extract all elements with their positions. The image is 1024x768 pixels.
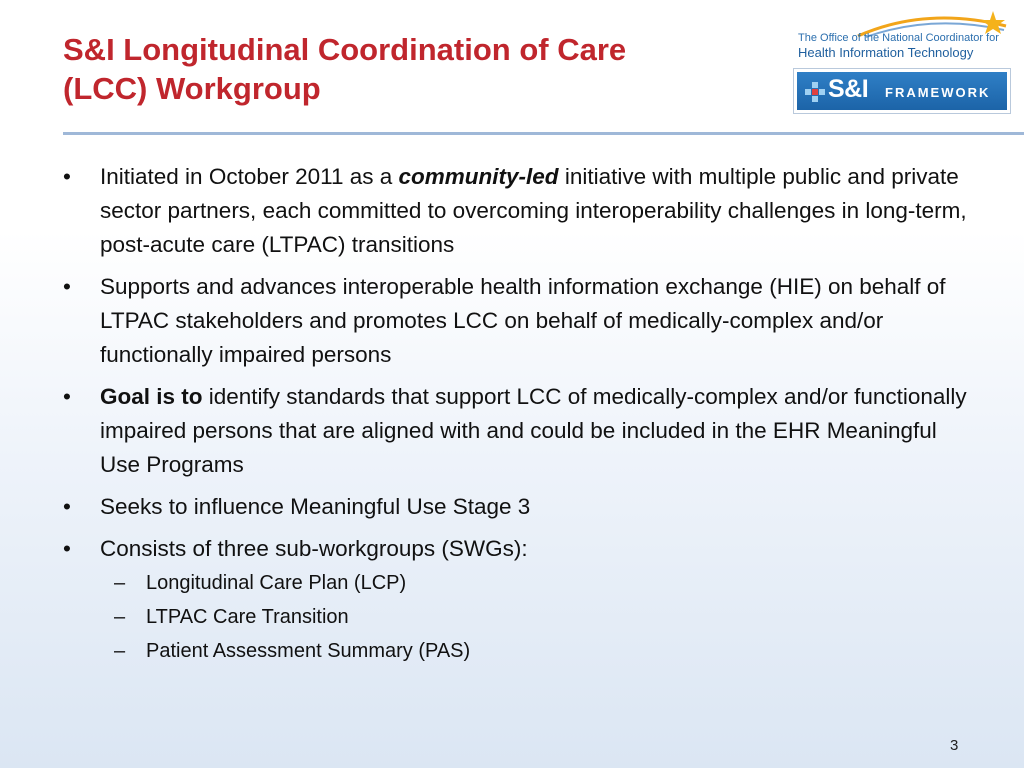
si-framework-text: FRAMEWORK	[885, 85, 991, 100]
dash-icon: –	[114, 606, 126, 628]
onc-logo-line-1: The Office of the National Coordinator for	[798, 32, 999, 44]
bullet-item-5	[63, 532, 973, 668]
bullet-5-text: Consists of three sub-workgroups (SWGs):	[100, 536, 528, 561]
bullet-list	[63, 160, 973, 668]
bullet-icon: •	[63, 384, 71, 409]
slide-title	[63, 30, 763, 108]
bullet-1-text-post: initiative with multiple public and private sector partners, each committed to overcoming interoperability challenges in long-term, post-acute care (LTPAC) transitions	[100, 164, 967, 257]
sub-bullet-1-text: Longitudinal Care Plan (LCP)	[146, 572, 407, 594]
bullet-icon: •	[63, 494, 71, 519]
bullet-item-4	[63, 490, 973, 524]
page-number: 3	[950, 737, 959, 754]
bullet-item-3	[63, 380, 973, 482]
onc-logo-line-2: Health Information Technology	[798, 45, 974, 60]
bullet-icon: •	[63, 274, 71, 299]
bullet-2-text: Supports and advances interoperable health information exchange (HIE) on behalf of LTPAC stakeholders and promotes LCC on behalf of medically-complex and/or functionally impaired persons	[100, 274, 946, 367]
si-framework-logo	[793, 68, 1011, 114]
si-framework-banner	[797, 72, 1007, 110]
si-plus-icon	[805, 82, 825, 102]
bullet-3-text-post: identify standards that support LCC of medically-complex and/or functionally impaired persons that are aligned with and could be included in the EHR Meaningful Use Programs	[100, 384, 967, 477]
bullet-item-2	[63, 270, 973, 372]
bullet-1-text-pre: Initiated in October 2011 as a	[100, 164, 399, 189]
dash-icon: –	[114, 640, 126, 662]
si-brand-text: S&I	[828, 75, 869, 103]
sub-bullet-3-text: Patient Assessment Summary (PAS)	[146, 640, 471, 662]
slide-body	[63, 160, 973, 676]
bullet-3-bold-lead: Goal is to	[100, 384, 203, 409]
bullet-icon: •	[63, 536, 71, 561]
sub-bullet-2-text: LTPAC Care Transition	[146, 606, 349, 628]
bullet-4-text: Seeks to influence Meaningful Use Stage 3	[100, 494, 531, 519]
onc-logo	[796, 8, 1011, 64]
dash-icon: –	[114, 572, 126, 594]
bullet-item-1	[63, 160, 973, 262]
sub-bullet-item-1	[100, 566, 973, 600]
bullet-1-emphasis: community-led	[398, 164, 559, 189]
slide-title-line-1: S&I Longitudinal Coordination of Care	[63, 32, 627, 67]
title-divider	[63, 132, 1024, 135]
bullet-icon: •	[63, 164, 71, 189]
sub-bullet-item-2	[100, 600, 973, 634]
sub-bullet-item-3	[100, 634, 973, 668]
slide-title-line-2: (LCC) Workgroup	[63, 71, 321, 106]
sub-bullet-list	[100, 566, 973, 668]
